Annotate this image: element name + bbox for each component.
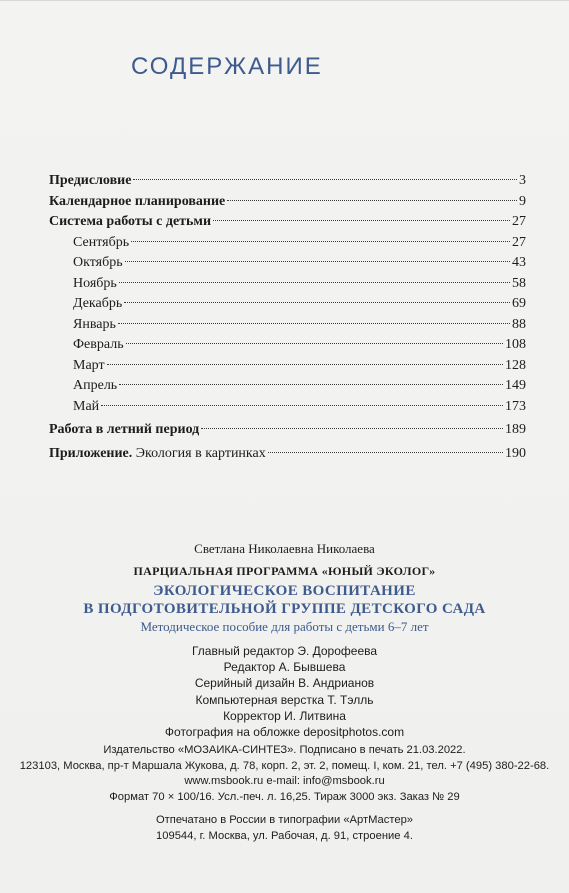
publisher-line: Издательство «МОЗАИКА-СИНТЕЗ». Подписано в печать 21.03.2022.: [103, 744, 466, 756]
staff-line: Серийный дизайн В. Андрианов: [194, 676, 375, 691]
author-name: Светлана Николаевна Николаева: [194, 541, 375, 556]
toc-entry-label: Работа в летний период: [49, 422, 200, 437]
toc-entry-page: 27: [512, 214, 526, 229]
toc-entry-may: [49, 397, 526, 418]
dot-leader: [133, 179, 517, 180]
toc-entry-page: 190: [505, 445, 526, 461]
staff-list: [0, 643, 569, 740]
toc-entry-page: 149: [505, 378, 526, 393]
toc-entry-page: 128: [505, 357, 526, 373]
toc-entry-page: 43: [512, 255, 526, 270]
dot-leader: [124, 302, 510, 303]
toc-entry-label: Октябрь: [73, 255, 123, 270]
dot-leader: [107, 364, 503, 365]
toc-entry-label: [49, 444, 266, 465]
toc-entry-april: [49, 376, 526, 397]
toc-title: СОДЕРЖАНИЕ: [131, 53, 323, 80]
staff-line: Компьютерная верстка Т. Тэлль: [195, 692, 374, 707]
publisher-line: www.msbook.ru e-mail: info@msbook.ru: [184, 775, 385, 788]
toc-entry-page: 108: [505, 337, 526, 352]
toc-entry-preface: [49, 171, 526, 192]
staff-line: Редактор А. Бывшева: [223, 660, 346, 675]
book-title-line-2: В ПОДГОТОВИТЕЛЬНОЙ ГРУППЕ ДЕТСКОГО САДА: [83, 601, 486, 617]
staff-line: Фотография на обложке depositphotos.com: [164, 725, 405, 740]
dot-leader: [125, 261, 510, 262]
toc-entry-label: Система работы с детьми: [49, 214, 212, 229]
toc-entry-calendar-planning: [49, 192, 526, 213]
dot-leader: [119, 384, 503, 385]
toc-entry-december: [49, 294, 526, 315]
series-name: ПАРЦИАЛЬНАЯ ПРОГРАММА «ЮНЫЙ ЭКОЛОГ»: [133, 564, 436, 578]
publisher-line: 123103, Москва, пр-т Маршала Жукова, д. 78, корп. 2, эт. 2, помещ. I, ком. 21, тел. +7 (495) 380-22-68.: [19, 759, 550, 772]
table-of-contents: [49, 171, 526, 464]
toc-entry-page: 69: [512, 296, 526, 311]
toc-entry-label: Февраль: [73, 337, 124, 352]
toc-entry-label: Апрель: [73, 378, 118, 393]
toc-entry-label: Май: [73, 398, 100, 414]
dot-leader: [119, 282, 510, 283]
toc-entry-october: [49, 253, 526, 274]
book-title-line-1: ЭКОЛОГИЧЕСКОЕ ВОСПИТАНИЕ: [153, 583, 416, 599]
appendix-label-bold: Приложение.: [49, 445, 133, 461]
toc-entry-label: Ноябрь: [73, 275, 117, 291]
dot-leader: [118, 323, 510, 324]
dot-leader: [201, 428, 503, 429]
toc-entry-appendix: [49, 444, 526, 465]
toc-entry-label: Календарное планирование: [49, 193, 226, 209]
publisher-info: [0, 743, 569, 805]
dot-leader: [268, 452, 503, 453]
dot-leader: [213, 220, 510, 221]
publisher-line: Формат 70 × 100/16. Усл.-печ. л. 16,25. Тираж 3000 экз. Заказ № 29: [109, 790, 460, 803]
dot-leader: [131, 241, 510, 242]
toc-entry-label: Предисловие: [49, 173, 132, 188]
toc-entry-january: [49, 315, 526, 336]
toc-entry-page: 189: [505, 422, 526, 437]
toc-entry-page: 88: [512, 316, 526, 332]
toc-entry-summer-work: [49, 420, 526, 441]
dot-leader: [126, 343, 503, 344]
toc-entry-page: 9: [519, 193, 526, 209]
dot-leader: [101, 405, 503, 406]
book-subtitle: Методическое пособие для работы с детьми 6–7 лет: [140, 619, 429, 634]
toc-entry-february: [49, 335, 526, 356]
printer-info: [0, 813, 569, 844]
printer-line: 109544, г. Москва, ул. Рабочая, д. 91, строение 4.: [156, 829, 413, 842]
staff-line: Главный редактор Э. Дорофеева: [191, 644, 378, 658]
staff-line: Корректор И. Литвина: [223, 708, 346, 723]
dot-leader: [227, 200, 517, 201]
toc-entry-september: [49, 233, 526, 254]
toc-entry-page: 58: [512, 275, 526, 291]
appendix-label-plain: Экология в картинках: [132, 445, 266, 461]
toc-entry-page: 173: [505, 398, 526, 414]
toc-entry-march: [49, 356, 526, 377]
toc-entry-label: Март: [73, 357, 105, 373]
toc-entry-page: 3: [519, 173, 526, 188]
toc-entry-work-system: [49, 212, 526, 233]
toc-entry-label: Январь: [73, 316, 116, 332]
toc-entry-label: Декабрь: [73, 296, 123, 311]
toc-entry-label: Сентябрь: [73, 234, 130, 250]
toc-entry-page: 27: [512, 234, 526, 250]
printer-line: Отпечатано в России в типографии «АртМастер»: [155, 814, 414, 826]
toc-entry-november: [49, 274, 526, 295]
